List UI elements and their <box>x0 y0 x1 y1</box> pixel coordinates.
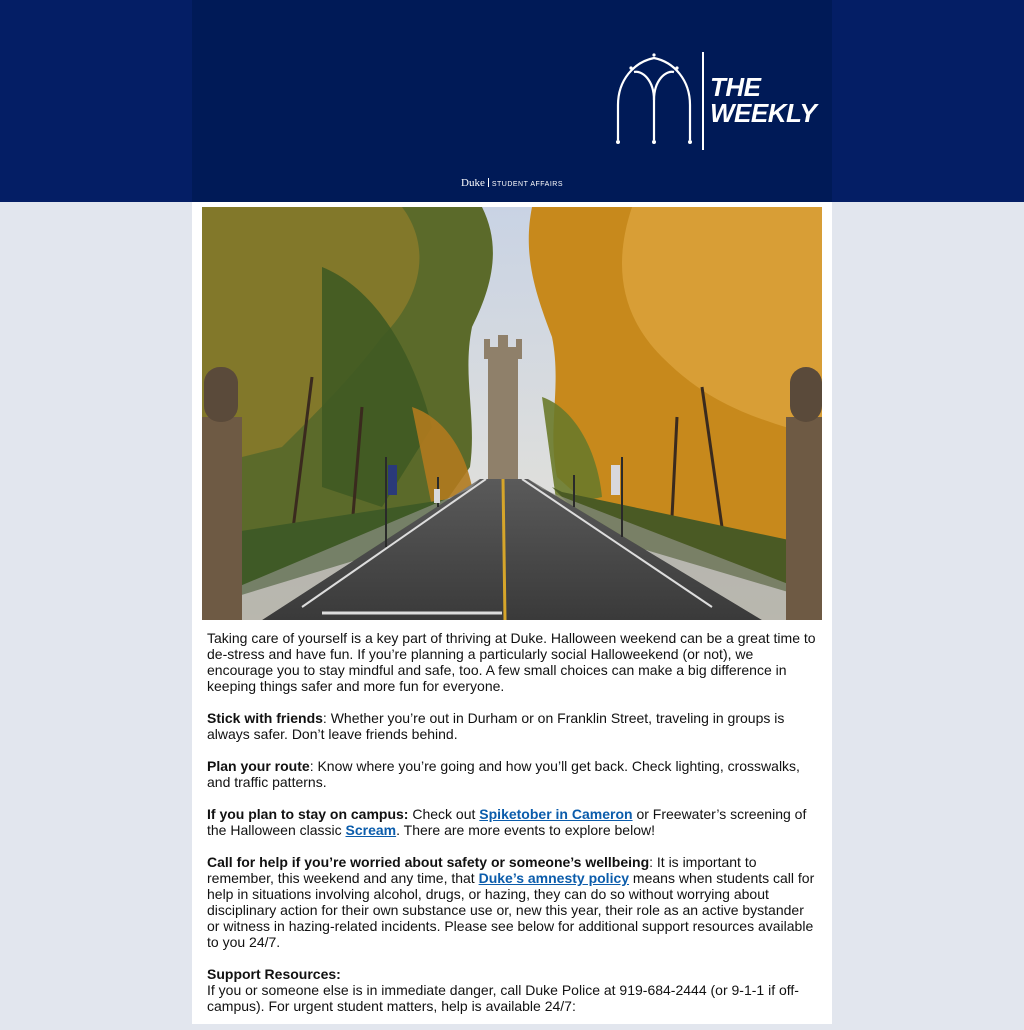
help-text-1: : It is important to remember, this weekend and any time, that <box>207 854 757 886</box>
support-text: If you or someone else is in immediate danger, call Duke Police at 919-684-2444 (or 9-1-1 if off-campus). For urgent student matters, help is available 24/7: <box>207 982 799 1014</box>
help-title: Call for help if you’re worried about safety or someone’s wellbeing <box>207 854 650 870</box>
newsletter-copy <box>207 630 819 1030</box>
amnesty-policy-link[interactable]: Duke’s amnesty policy <box>478 870 630 886</box>
campus-title: If you plan to stay on campus: <box>207 806 409 822</box>
duke-student-affairs-brand <box>192 177 832 189</box>
campus-paragraph <box>207 806 819 838</box>
brand-unit: STUDENT AFFAIRS <box>491 181 563 188</box>
route-paragraph <box>207 758 819 790</box>
route-text: : Know where you’re going and how you’ll get back. Check lighting, crosswalks, and traffic patterns. <box>207 758 800 790</box>
help-paragraph <box>207 854 819 950</box>
scream-link[interactable]: Scream <box>345 822 397 838</box>
route-title: Plan your route <box>207 758 310 774</box>
help-text-2: means when students call for help in situations involving alcohol, drugs, or hazing, they can do so without worrying about disciplinary action for their own substance use or, new this year, their role as an active bystander or witness in hazing-related incidents. Please see below for additional support resources available to you 24/7. <box>207 870 815 950</box>
campus-text-3: . There are more events to explore below! <box>396 822 655 838</box>
friends-text: : Whether you’re out in Durham or on Franklin Street, traveling in groups is always safer. Don’t leave friends behind. <box>207 710 785 742</box>
spiketober-link[interactable]: Spiketober in Cameron <box>479 806 633 822</box>
newsletter-body <box>192 202 832 1024</box>
logo-wordmark <box>710 74 816 126</box>
hero-image <box>202 207 822 620</box>
newsletter-header <box>192 0 832 202</box>
support-paragraph <box>207 966 819 1014</box>
intro-paragraph: Taking care of yourself is a key part of thriving at Duke. Halloween weekend can be a great time to de-stress and have fun. If you’re planning a particularly social Halloweekend (or not), we encourage you to stay mindful and safe, too. A few small choices can make a big difference in keeping things safer and more fun for everyone. <box>207 630 816 694</box>
friends-paragraph <box>207 710 819 742</box>
the-weekly-logo[interactable] <box>614 50 817 152</box>
support-title: Support Resources: <box>207 966 341 982</box>
friends-title: Stick with friends <box>207 710 323 726</box>
campus-text-2: or Freewater’s screening of the Halloween classic <box>207 806 807 838</box>
brand-divider <box>488 178 489 187</box>
logo-line-1: THE <box>710 72 761 102</box>
brand-duke: Duke <box>461 177 485 189</box>
campus-text-1: Check out <box>408 806 480 822</box>
logo-line-2: WEEKLY <box>710 98 817 128</box>
